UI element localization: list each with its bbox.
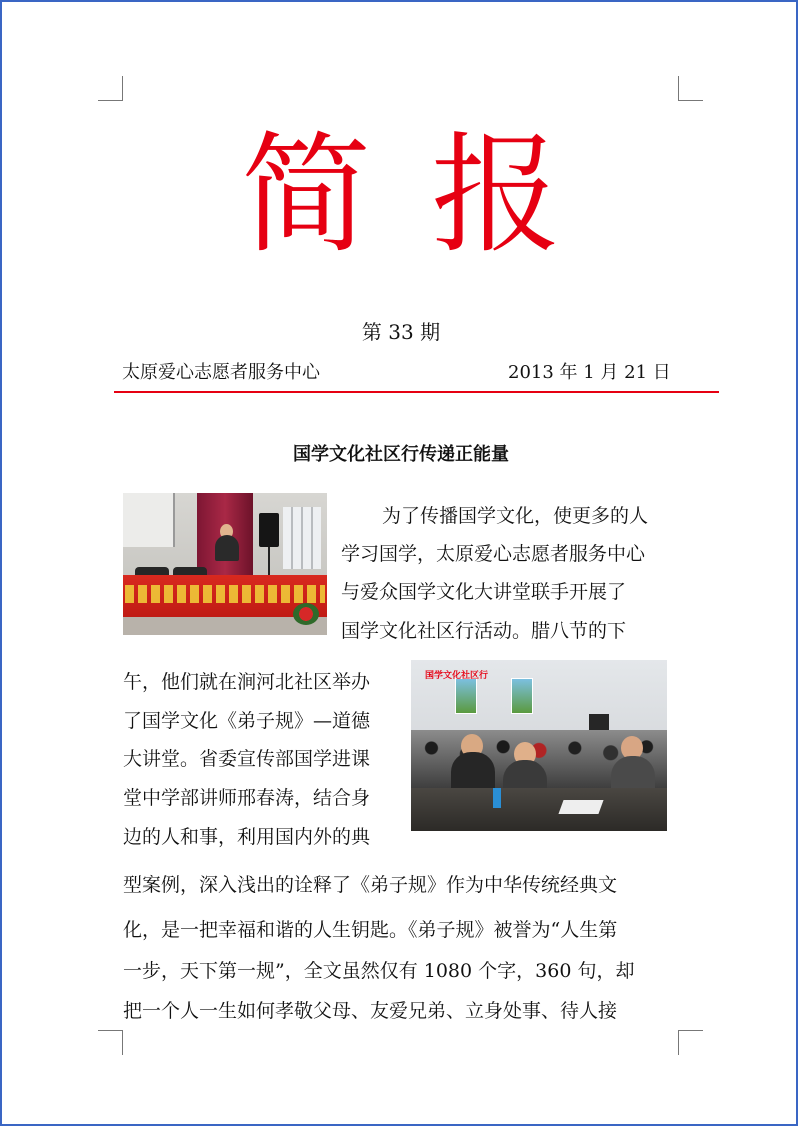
body-line: 国学文化社区行活动。腊八节的下 xyxy=(341,620,627,642)
crop-mark-bottom-right xyxy=(678,1030,703,1055)
masthead-title: 简报 xyxy=(240,119,621,271)
body-line: 与爱众国学文化大讲堂联手开展了 xyxy=(341,581,627,603)
body-line: 了国学文化《弟子规》—道德 xyxy=(123,710,371,732)
classroom-audience-photo xyxy=(411,660,667,831)
body-line: 把一个人一生如何孝敬父母、友爱兄弟、立身处事、待人接 xyxy=(123,1000,618,1022)
body-line: 型案例，深入浅出的诠释了《弟子规》作为中华传统经典文 xyxy=(123,874,618,896)
lecture-stage-photo xyxy=(123,493,327,635)
body-line: 化，是一把幸福和谐的人生钥匙。《弟子规》被誉为“人生第 xyxy=(123,919,618,941)
body-line: 大讲堂。省委宣传部国学进课 xyxy=(123,748,371,770)
body-line: 学习国学，太原爱心志愿者服务中心 xyxy=(341,543,646,565)
article-title: 国学文化社区行传递正能量 xyxy=(293,444,509,465)
header-rule xyxy=(114,391,719,393)
body-line: 午，他们就在涧河北社区举办 xyxy=(123,671,371,693)
crop-mark-top-left xyxy=(98,76,123,101)
crop-mark-top-right xyxy=(678,76,703,101)
body-line: 一步，天下第一规”，全文虽然仅有 1080 个字，360 句，却 xyxy=(123,960,635,982)
organization-name: 太原爱心志愿者服务中心 xyxy=(122,362,320,383)
body-line: 边的人和事，利用国内外的典 xyxy=(123,826,371,848)
publish-date: 2013 年 1 月 21 日 xyxy=(508,362,671,383)
body-line: 堂中学部讲师邢春涛，结合身 xyxy=(123,787,371,809)
body-line: 为了传播国学文化，使更多的人 xyxy=(382,505,649,527)
photo-caption-label: 国学文化社区行 xyxy=(425,671,489,681)
issue-number: 第 33 期 xyxy=(361,320,441,344)
crop-mark-bottom-left xyxy=(98,1030,123,1055)
